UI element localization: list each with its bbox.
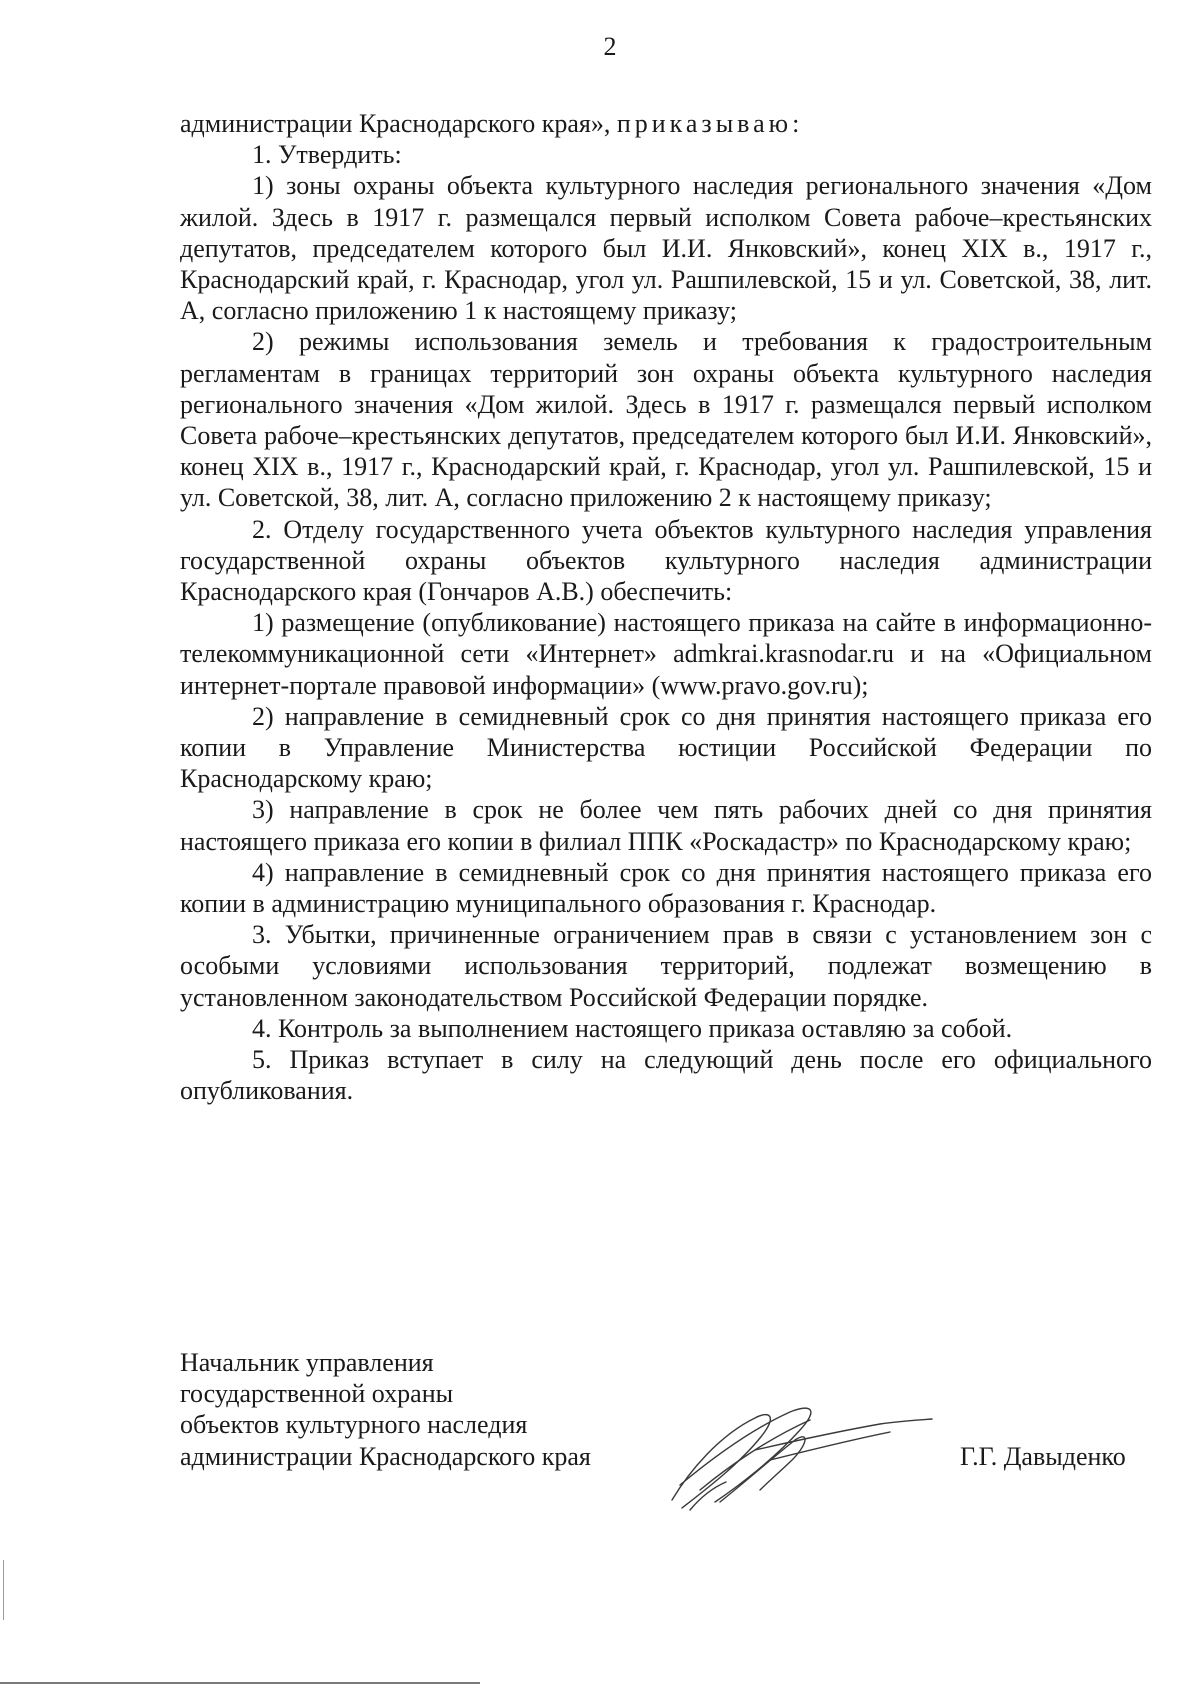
signer-position xyxy=(180,1347,591,1472)
scan-edge-line xyxy=(0,1682,480,1684)
clause-3: 3. Убытки, причиненные ограничением прав в связи с установлением зон с особыми условиями использования территорий, подлежат возмещению в установленном законодательством Российской Федерации порядке. xyxy=(180,920,1152,1012)
position-line: администрации Краснодарского края xyxy=(180,1441,591,1471)
intro-paragraph xyxy=(180,108,1152,139)
clause-2: 2. Отделу государственного учета объектов культурного наследия управления государственной охраны объектов культурного наследия администрации Краснодарского края (Гончаров А.В.) обеспечить: xyxy=(180,514,1152,607)
clause-1-1: 1) зоны охраны объекта культурного наследия регионального значения «Дом жилой. Здесь в 1917 г. размещался первый исполком Совета рабоче–крестьянских депутатов, председателем которого был И.И. Янковский», конец XIX в., 1917 г., Краснодарский край, г. Краснодар, угол ул. Рашпилевской, 15 и ул. Советской, 38, лит. А, согласно приложению 1 к настоящему приказу; xyxy=(180,171,1152,326)
clause-2-2: 2) направление в семидневный срок со дня принятия настоящего приказа его копии в Управление Министерства юстиции Российской Федерации по Краснодарскому краю; xyxy=(180,701,1152,794)
clause-2-3: 3) направление в срок не более чем пять рабочих дней со дня принятия настоящего приказа его копии в филиал ППК «Роскадастр» по Краснодарскому краю; xyxy=(180,795,1152,856)
clause-1-2: 2) режимы использования земель и требования к градостроительным регламентам в границах территорий зон охраны объекта культурного наследия регионального значения «Дом жилой. Здесь в 1917 г. размещался первый исполком Совета рабоче–крестьянских депутатов, председателем которого был И.И. Янковский», конец XIX в., 1917 г., Краснодарский край, г. Краснодар, угол ул. Рашпилевской, 15 и ул. Советской, 38, лит. А, согласно приложению 2 к настоящему приказу; xyxy=(180,327,1152,513)
position-line: Начальник управления xyxy=(180,1348,434,1377)
position-line: государственной охраны xyxy=(180,1379,454,1409)
order-word: приказываю xyxy=(616,109,793,138)
handwritten-signature xyxy=(660,1390,940,1520)
clause-5: 5. Приказ вступает в силу на следующий день после его официального опубликования. xyxy=(180,1045,1152,1106)
position-line: объектов культурного наследия xyxy=(180,1410,528,1440)
clause-2-1: 1) размещение (опубликование) настоящего приказа на сайте в информационно-телекоммуникационной сети «Интернет» admkrai.krasnodar.ru и на «Официальном интернет-портале правовой информации» (www.pravo.gov.ru); xyxy=(180,608,1152,700)
document-body xyxy=(180,108,1152,1107)
scan-artifact xyxy=(3,1560,4,1620)
page-number: 2 xyxy=(603,32,617,61)
clause-1: 1. Утвердить: xyxy=(252,140,402,170)
intro-text: администрации Краснодарского края», xyxy=(180,109,617,138)
signer-name: Г.Г. Давыденко xyxy=(960,1442,1126,1471)
clause-4: 4. Контроль за выполнением настоящего приказа оставляю за собой. xyxy=(252,1013,1013,1043)
intro-colon: : xyxy=(792,109,800,138)
clause-2-4: 4) направление в семидневный срок со дня принятия настоящего приказа его копии в администрацию муниципального образования г. Краснодар. xyxy=(180,857,1152,919)
